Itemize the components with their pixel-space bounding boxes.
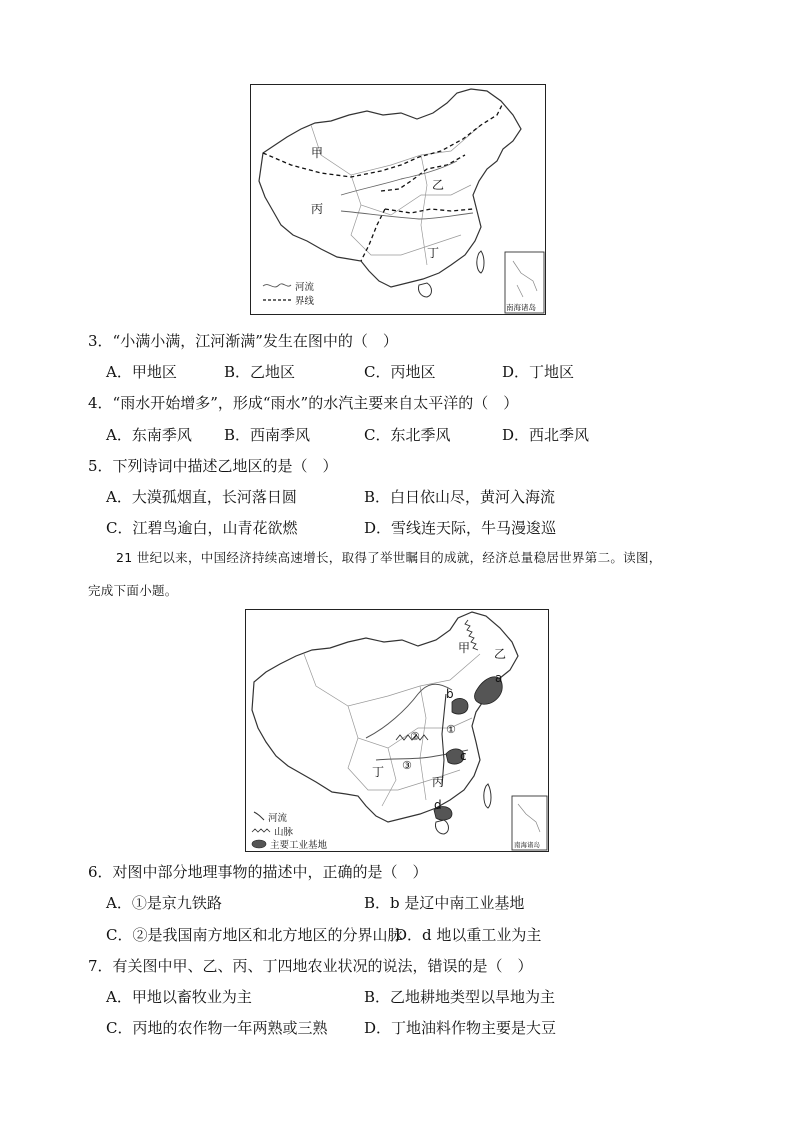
q6-option-c[interactable]: C．②是我国南方地区和北方地区的分界山脉	[106, 926, 403, 944]
q6-option-b[interactable]: B．b 是辽中南工业基地	[364, 894, 525, 912]
map2-label-bing: 丙	[432, 775, 445, 789]
map-china-industry-drawing	[246, 610, 548, 851]
q5-option-b[interactable]: B．白日依山尽，黄河入海流	[364, 488, 556, 506]
q7-option-d[interactable]: D．丁地油料作物主要是大豆	[364, 1019, 557, 1037]
q3-option-b[interactable]: B．乙地区	[224, 363, 296, 381]
q6-option-a[interactable]: A．①是京九铁路	[106, 894, 222, 912]
map-china-industry	[245, 609, 549, 852]
question-7-stem: 7．有关图中甲、乙、丙、丁四地农业状况的说法，错误的是（ ）	[88, 957, 533, 975]
map-china-regions	[250, 84, 546, 315]
map2-point-a: a	[495, 671, 503, 685]
map2-point-b: b	[446, 687, 454, 701]
q4-option-c[interactable]: C．东北季风	[364, 426, 451, 444]
map2-label-yi: 乙	[494, 647, 507, 661]
map2-label-ding: 丁	[372, 765, 385, 779]
map1-label-ding: 丁	[427, 246, 440, 260]
q4-option-d[interactable]: D．西北季风	[502, 426, 590, 444]
question-4-stem: 4．“雨水开始增多”，形成“雨水”的水汽主要来自太平洋的（ ）	[88, 394, 519, 412]
map1-label-bing: 丙	[311, 202, 324, 216]
map2-label-jia: 甲	[458, 641, 471, 655]
map-china-regions-drawing	[251, 85, 545, 314]
map1-legend-border-label: 界线	[295, 296, 315, 307]
q7-option-a[interactable]: A．甲地以畜牧业为主	[106, 988, 252, 1006]
question-6-stem: 6．对图中部分地理事物的描述中，正确的是（ ）	[88, 863, 428, 881]
q4-option-a[interactable]: A．东南季风	[106, 426, 192, 444]
question-3-stem: 3．“小满小满，江河渐满”发生在图中的（ ）	[88, 332, 398, 350]
map2-point-c: c	[460, 749, 467, 763]
map1-label-yi: 乙	[432, 178, 445, 192]
q3-option-c[interactable]: C．丙地区	[364, 363, 436, 381]
map1-legend-river-label: 河流	[295, 282, 315, 293]
q7-option-c[interactable]: C．丙地的农作物一年两熟或三熟	[106, 1019, 328, 1037]
q5-option-d[interactable]: D．雪线连天际，牛马漫逡巡	[364, 519, 557, 537]
map2-legend-industry-label: 主要工业基地	[270, 840, 328, 851]
passage-line-2: 完成下面小题。	[88, 583, 178, 598]
question-5-stem: 5．下列诗词中描述乙地区的是（ ）	[88, 457, 338, 475]
q3-option-a[interactable]: A．甲地区	[106, 363, 177, 381]
q4-option-b[interactable]: B．西南季风	[224, 426, 311, 444]
map2-circled-1: ①	[446, 723, 456, 736]
q3-option-d[interactable]: D．丁地区	[502, 363, 575, 381]
map2-circled-2: ②	[410, 730, 420, 743]
q5-option-a[interactable]: A．大漠孤烟直，长河落日圆	[106, 488, 297, 506]
q5-option-c[interactable]: C．江碧鸟逾白，山青花欲燃	[106, 519, 298, 537]
map2-point-d: d	[434, 798, 442, 812]
passage-line-1: 21 世纪以来，中国经济持续高速增长，取得了举世瞩目的成就，经济总量稳居世界第二。读图，	[116, 550, 662, 565]
map1-inset-label: 南海诸岛	[506, 303, 536, 312]
map2-circled-3: ③	[402, 759, 412, 772]
map1-label-jia: 甲	[311, 146, 324, 160]
map2-inset-label: 南海诸岛	[514, 841, 540, 849]
q6-option-d[interactable]: D．d 地以重工业为主	[395, 926, 542, 944]
q7-option-b[interactable]: B．乙地耕地类型以旱地为主	[364, 988, 556, 1006]
map2-legend-river-label: 河流	[268, 813, 288, 824]
map2-legend-mountain-label: 山脉	[274, 827, 294, 838]
